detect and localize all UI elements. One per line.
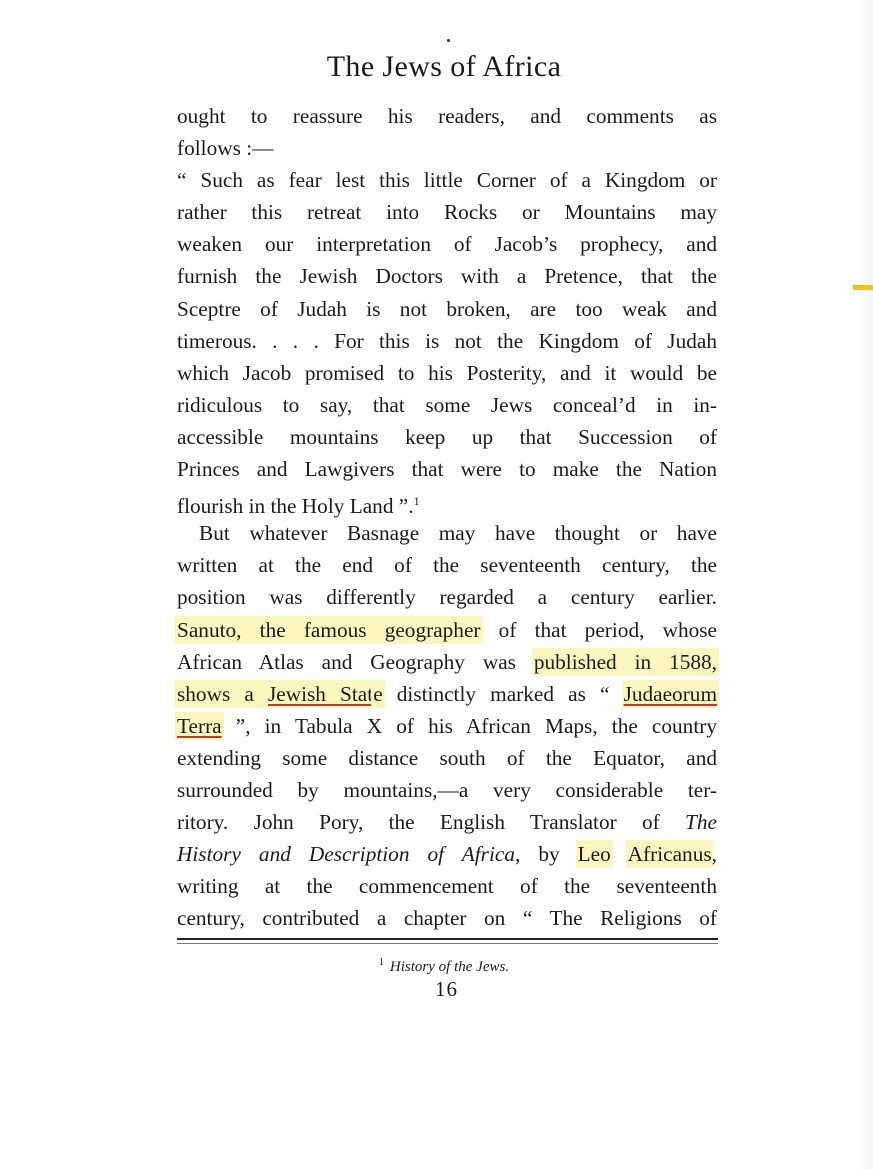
text-line: ought to reassure his readers, and comments as xyxy=(177,104,717,128)
running-title: The Jews of Africa xyxy=(326,50,562,83)
text-span: , xyxy=(711,842,717,867)
highlight-leo[interactable]: Leo xyxy=(577,842,611,867)
underline-terra[interactable]: Terra xyxy=(177,713,222,738)
footnote-divider-thin xyxy=(177,943,718,944)
text-line: extending some distance south of the Equator, and xyxy=(177,745,717,770)
text-span: , by xyxy=(514,842,578,867)
footnote-marker: 1 xyxy=(378,957,384,968)
text-line: writing at the commencement of the seventeenth xyxy=(177,874,717,899)
text-line xyxy=(177,710,717,742)
footnote xyxy=(0,957,873,976)
text-span: of that period, whose xyxy=(480,617,718,642)
quote-end: flourish in the Holy Land ”. xyxy=(177,494,414,519)
text-line: surrounded by mountains,—a very considerable ter- xyxy=(177,777,717,802)
italic-title: History and Description of Africa xyxy=(177,842,515,867)
text-line xyxy=(177,485,717,517)
highlight-shows-a[interactable]: shows a xyxy=(177,681,268,706)
text-span: ritory. John Pory, the English Translator of xyxy=(177,810,686,835)
text-line: written at the end of the seventeenth century, the xyxy=(177,553,717,578)
footnote-reference[interactable]: 1 xyxy=(413,494,420,509)
text-line: furnish the Jewish Doctors with a Pretence, that the xyxy=(177,264,717,289)
text-line xyxy=(177,838,717,870)
text-span: ”, in Tabula X of his African Maps, the country xyxy=(221,713,717,738)
text-span: distinctly marked as “ xyxy=(382,681,624,706)
text-line: “ Such as fear lest this little Corner of a Kingdom or xyxy=(177,168,717,193)
highlight-sanuto[interactable]: Sanuto, the famous geographer xyxy=(177,617,481,642)
ink-speck xyxy=(447,39,450,42)
highlight-published[interactable]: published in 1588, xyxy=(533,649,717,674)
text-line: Sceptre of Judah is not broken, are too weak and xyxy=(177,296,717,321)
page-body-text[interactable] xyxy=(177,100,717,934)
text-line: timerous. . . . For this is not the Kingdom of Judah xyxy=(177,328,717,353)
highlight-africanus[interactable]: Africanus xyxy=(627,842,712,867)
text-line: But whatever Basnage may have thought or have xyxy=(199,521,717,546)
text-line: which Jacob promised to his Posterity, and it would be xyxy=(177,360,717,385)
text-line xyxy=(177,646,717,678)
page-number: 16 xyxy=(435,977,458,1001)
text-line: ridiculous to say, that some Jews conceal’d in in- xyxy=(177,392,717,417)
text-line: century, contributed a chapter on “ The Religions of xyxy=(177,906,717,931)
text-line: Princes and Lawgivers that were to make the Nation xyxy=(177,457,717,482)
text-span: African Atlas and Geography was xyxy=(177,649,534,674)
footnote-text: History of the Jews. xyxy=(389,959,510,975)
margin-bookmark-marker[interactable] xyxy=(853,285,873,290)
text-line: rather this retreat into Rocks or Mountains may xyxy=(177,200,717,225)
footnote-divider xyxy=(177,938,718,940)
italic-title: The xyxy=(685,810,717,835)
text-line xyxy=(177,806,717,838)
underline-jewish-state[interactable]: Jewish Stat xyxy=(267,681,374,706)
text-line: follows :— xyxy=(177,136,274,161)
text-line: accessible mountains keep up that Succession of xyxy=(177,424,717,449)
underline-judaeorum[interactable]: Judaeorum xyxy=(623,681,718,706)
highlight-letter-e[interactable]: e xyxy=(373,681,383,706)
text-line xyxy=(177,678,717,710)
text-line xyxy=(177,614,717,646)
text-line: position was differently regarded a century earlier. xyxy=(177,585,717,610)
text-line: weaken our interpretation of Jacob’s prophecy, and xyxy=(177,232,717,257)
